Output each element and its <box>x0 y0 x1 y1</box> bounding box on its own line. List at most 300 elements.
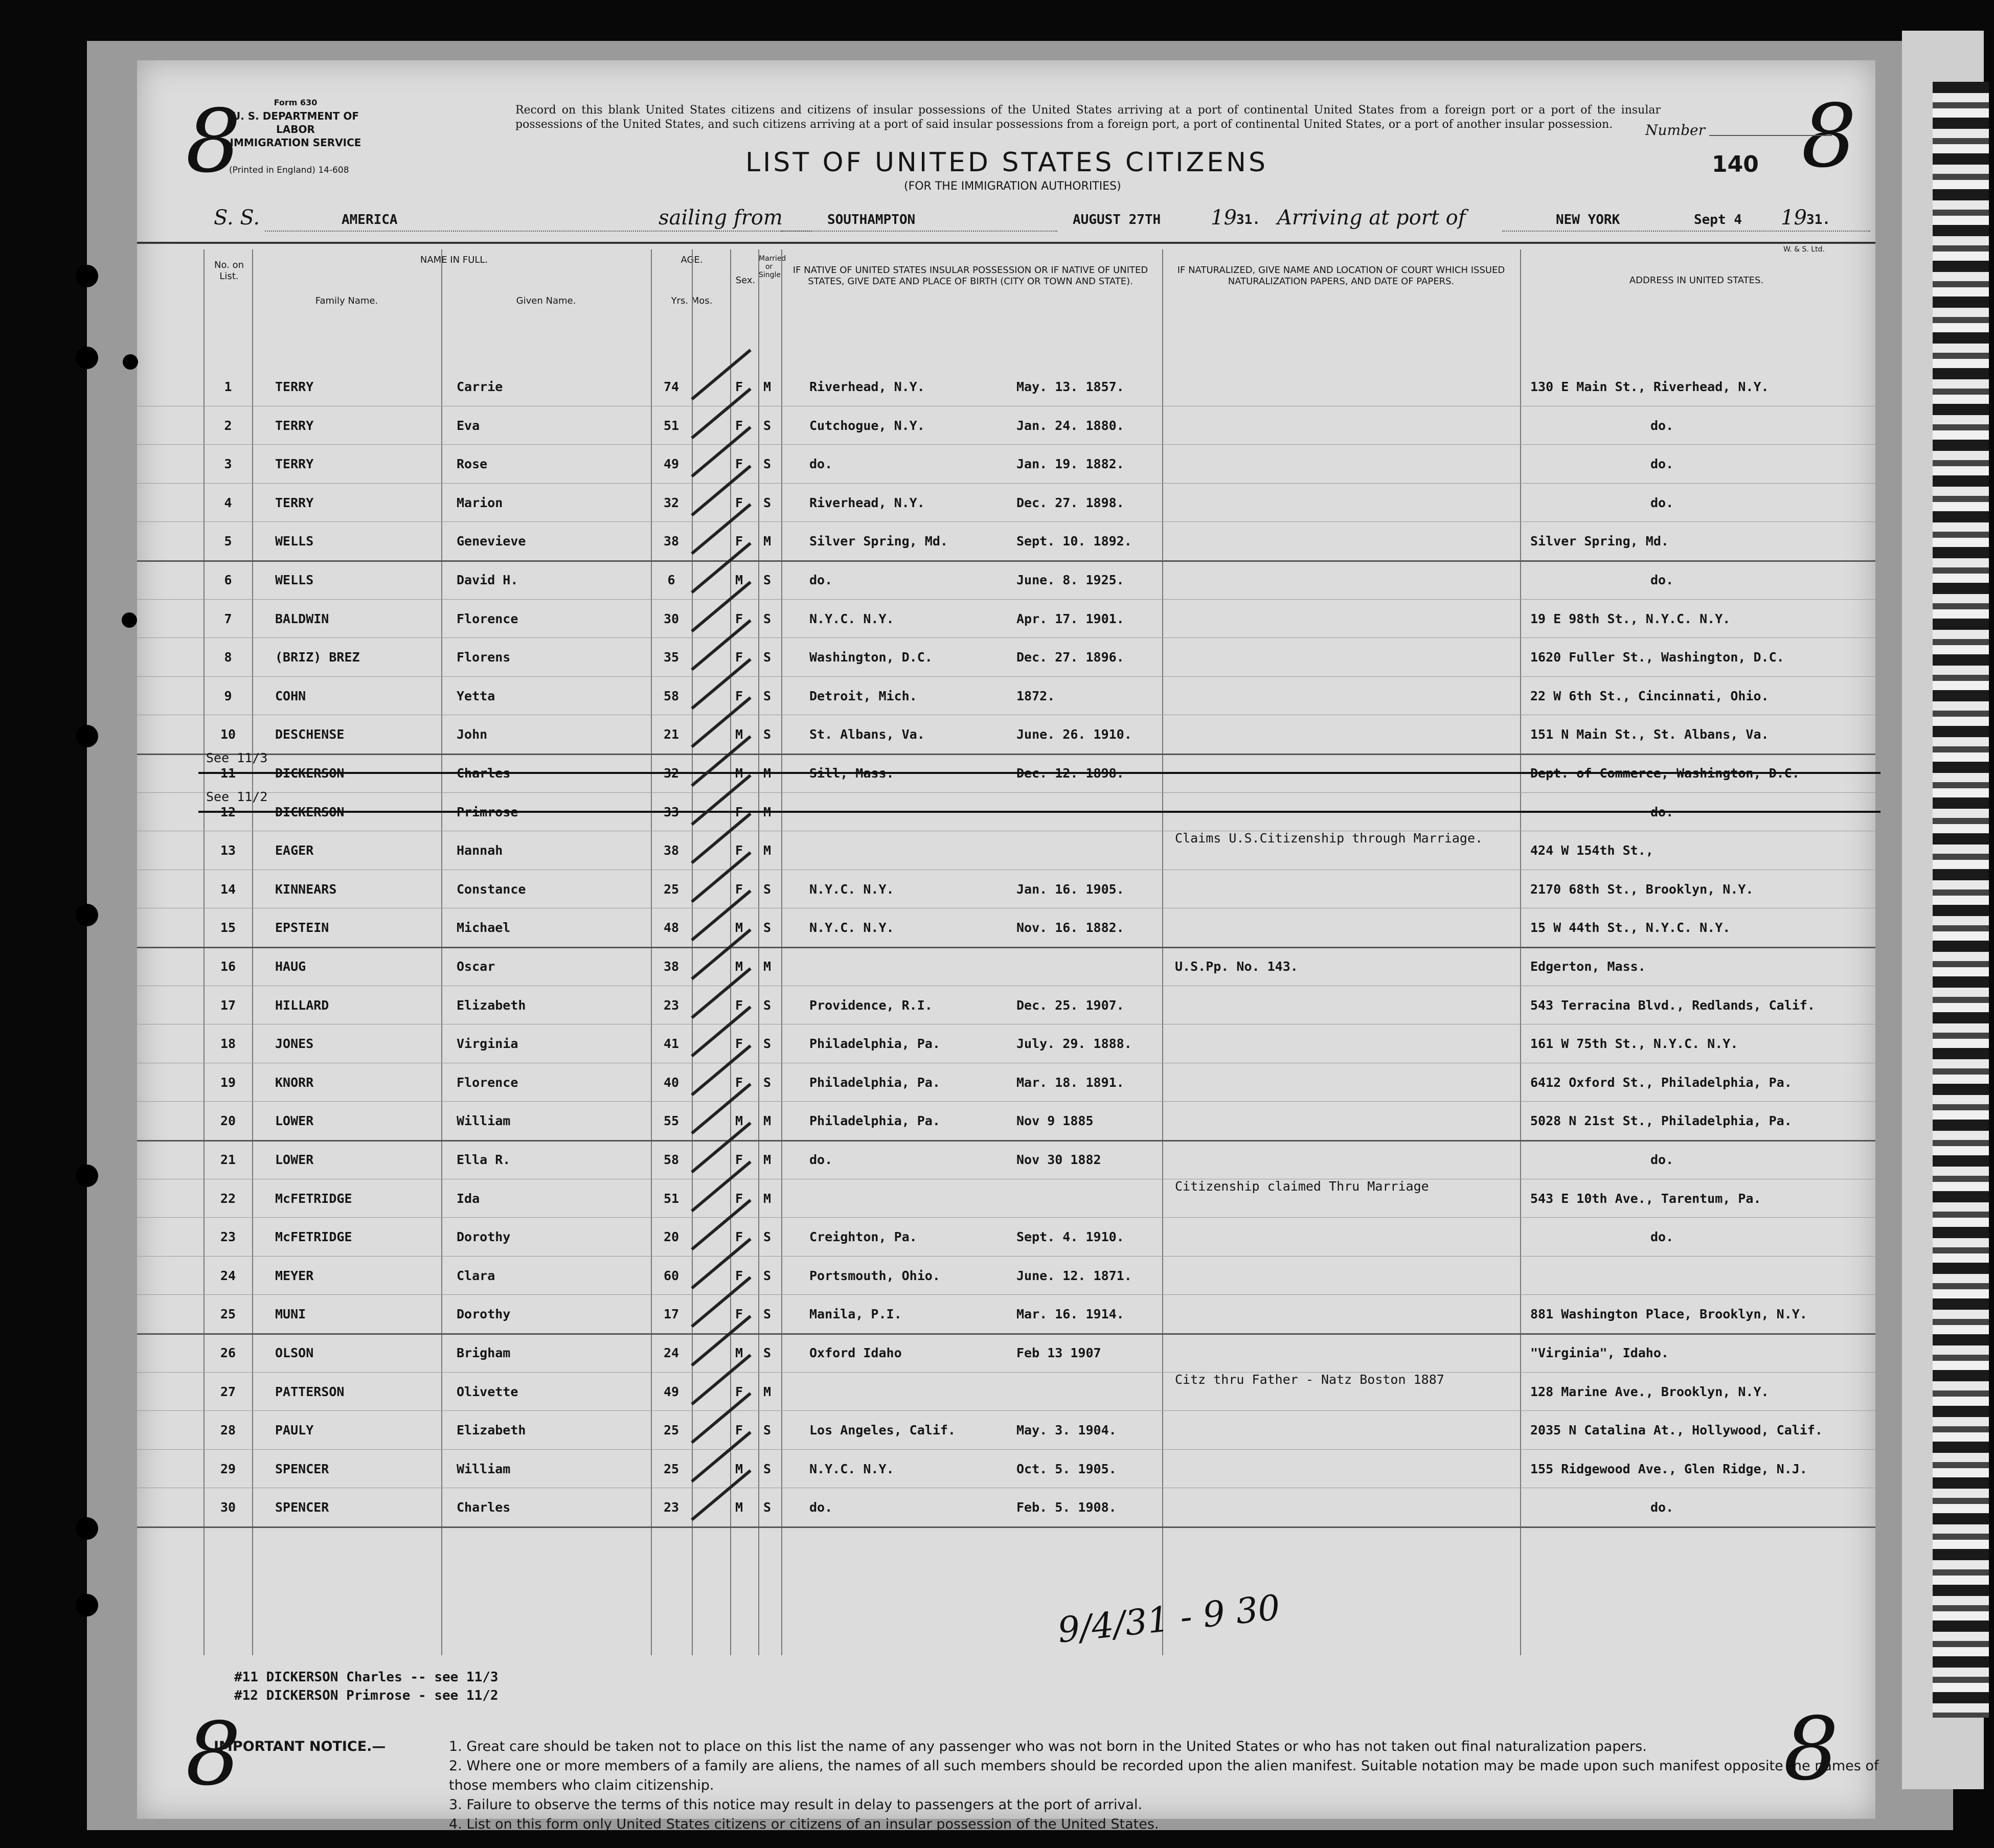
cell-given: Michael <box>457 920 511 936</box>
cell-given: Genevieve <box>457 534 526 549</box>
cell-ms: S <box>763 1307 772 1322</box>
table-top-rule <box>137 242 1875 244</box>
table-row <box>137 1179 1875 1218</box>
table-row <box>137 599 1875 638</box>
cell-date: May. 13. 1857. <box>1016 379 1124 394</box>
cell-no: 29 <box>220 1461 236 1476</box>
cell-addr: 151 N Main St., St. Albans, Va. <box>1530 727 1769 742</box>
cell-sex: M <box>735 766 743 781</box>
cell-age: 23 <box>663 997 679 1013</box>
binding-hole <box>76 1517 98 1540</box>
cell-given: Florens <box>457 650 511 665</box>
cell-place: Manila, P.I. <box>809 1307 902 1322</box>
cell-sex: F <box>735 611 743 626</box>
cell-date: Sept. 10. 1892. <box>1016 534 1132 549</box>
header-family-name: Family Name. <box>315 295 378 306</box>
notice-item: 4. List on this form only United States citizens or citizens of an insular possession of the United States. <box>449 1816 1159 1832</box>
rule <box>781 231 1057 232</box>
footnotes <box>234 1668 498 1705</box>
cell-given: David H. <box>457 573 518 587</box>
cell-ms: S <box>763 1036 772 1052</box>
ss-label: S. S. <box>214 206 260 230</box>
cell-ms: S <box>763 1268 772 1283</box>
cell-ms: M <box>763 1113 772 1129</box>
binding-hole <box>76 904 98 926</box>
cell-family: HAUG <box>275 959 306 974</box>
cell-age: 32 <box>663 766 679 781</box>
cell-ms: S <box>763 650 772 665</box>
cell-given: Rose <box>457 457 488 472</box>
cell-no: 5 <box>224 534 232 549</box>
cell-given: Carrie <box>457 379 503 394</box>
cell-addr: do. <box>1650 573 1674 587</box>
cell-date: Feb 13 1907 <box>1016 1345 1101 1360</box>
cell-ms: S <box>763 881 772 897</box>
cell-age: 58 <box>663 688 679 703</box>
cell-family: WELLS <box>275 573 314 587</box>
cell-sex: F <box>735 1423 743 1438</box>
important-items <box>449 1737 1880 1834</box>
cell-ms: M <box>763 1152 772 1167</box>
cell-place: Providence, R.I. <box>809 997 933 1013</box>
cell-sex: F <box>735 1268 743 1283</box>
header-yrs-mos: Yrs. Mos. <box>671 295 713 306</box>
cell-addr: do. <box>1650 457 1674 472</box>
cell-sex: F <box>735 804 743 819</box>
table-row <box>137 831 1875 870</box>
cell-addr: 2170 68th St., Brooklyn, N.Y. <box>1530 881 1754 897</box>
decorative-edge <box>1933 82 1989 1718</box>
cell-age: 58 <box>663 1152 679 1167</box>
cell-date: Nov 30 1882 <box>1016 1152 1101 1167</box>
cell-no: 27 <box>220 1384 236 1399</box>
cell-nat: Claims U.S.Citizenship through Marriage. <box>1175 831 1483 846</box>
cell-addr: 5028 N 21st St., Philadelphia, Pa. <box>1530 1113 1792 1129</box>
cell-no: 8 <box>224 650 232 665</box>
cell-age: 55 <box>663 1113 679 1129</box>
cell-age: 49 <box>663 1384 679 1399</box>
cell-ms: S <box>763 573 772 587</box>
cell-addr: 22 W 6th St., Cincinnati, Ohio. <box>1530 688 1769 703</box>
number-label: Number <box>1645 122 1705 139</box>
cell-no: 1 <box>224 379 232 394</box>
cell-age: 6 <box>667 573 675 587</box>
form-instructions: Record on this blank United States citizens and citizens of insular possessions of the United States arriving at a port of continental United States from a foreign port or a port of the insular possessions of the United States, and such citizens arriving at a port of said insular possessions from a foreign port, a port of continental United States, or a port of another insular possession. <box>515 104 1661 131</box>
cell-date: Nov 9 1885 <box>1016 1113 1094 1129</box>
cell-ms: M <box>763 843 772 858</box>
table-row <box>137 521 1875 560</box>
cell-age: 21 <box>663 727 679 742</box>
cell-family: SPENCER <box>275 1461 329 1476</box>
cell-no: 28 <box>220 1423 236 1438</box>
cell-addr: "Virginia", Idaho. <box>1530 1345 1669 1360</box>
table-row <box>137 1488 1875 1526</box>
table-row <box>137 1372 1875 1411</box>
cell-place: Philadelphia, Pa. <box>809 1036 940 1052</box>
cell-family: TERRY <box>275 457 314 472</box>
cell-age: 49 <box>663 457 679 472</box>
cell-date: Dec. 27. 1896. <box>1016 650 1124 665</box>
table-row <box>137 750 1875 792</box>
cell-date: June. 8. 1925. <box>1016 573 1124 587</box>
cell-family: JONES <box>275 1036 314 1052</box>
cell-addr: Edgerton, Mass. <box>1530 959 1646 974</box>
row-rule <box>137 1526 1875 1528</box>
cell-place: Philadelphia, Pa. <box>809 1113 940 1129</box>
cell-nat: Citizenship claimed Thru Marriage <box>1175 1178 1429 1194</box>
cell-place: N.Y.C. N.Y. <box>809 611 894 626</box>
cell-family: DICKERSON <box>275 766 345 781</box>
cell-addr: 424 W 154th St., <box>1530 843 1653 858</box>
cell-sex: F <box>735 1152 743 1167</box>
cell-addr: Dept. of Commerce, Washington, D.C. <box>1530 766 1800 781</box>
ship-name: AMERICA <box>342 212 398 227</box>
header-address: ADDRESS IN UNITED STATES. <box>1629 275 1764 286</box>
cell-no: 11 <box>220 766 236 781</box>
list-number: 140 <box>1712 151 1759 177</box>
cell-date: July. 29. 1888. <box>1016 1036 1132 1052</box>
cell-no: 30 <box>220 1500 236 1515</box>
cell-date: Mar. 16. 1914. <box>1016 1307 1124 1322</box>
cell-date: Apr. 17. 1901. <box>1016 611 1124 626</box>
cell-place: St. Albans, Va. <box>809 727 925 742</box>
cell-given: Virginia <box>457 1036 518 1052</box>
cell-addr: 6412 Oxford St., Philadelphia, Pa. <box>1530 1075 1792 1090</box>
cell-date: Mar. 18. 1891. <box>1016 1075 1124 1090</box>
binding-hole <box>76 265 98 287</box>
cell-no: 18 <box>220 1036 236 1052</box>
cell-no: 20 <box>220 1113 236 1129</box>
cell-place: N.Y.C. N.Y. <box>809 881 894 897</box>
cell-family: COHN <box>275 688 306 703</box>
cell-age: 41 <box>663 1036 679 1052</box>
cell-given: Brigham <box>457 1345 511 1360</box>
cell-sex: F <box>735 650 743 665</box>
table-row <box>137 1101 1875 1140</box>
cell-ms: S <box>763 688 772 703</box>
cell-no: 12 <box>220 804 236 819</box>
cell-ms: S <box>763 1423 772 1438</box>
cell-no: 23 <box>220 1229 236 1245</box>
cell-addr: 19 E 98th St., N.Y.C. N.Y. <box>1530 611 1731 626</box>
cell-age: 17 <box>663 1307 679 1322</box>
strike-through-line <box>198 772 1880 774</box>
cell-age: 24 <box>663 1345 679 1360</box>
cell-sex: F <box>735 843 743 858</box>
cell-sex: M <box>735 959 743 974</box>
cell-given: Constance <box>457 881 526 897</box>
cell-date: June. 26. 1910. <box>1016 727 1132 742</box>
cell-sex: F <box>735 1384 743 1399</box>
cell-no: 26 <box>220 1345 236 1360</box>
header-name-in-full: NAME IN FULL. <box>420 255 488 265</box>
cell-given: Florence <box>457 1075 518 1090</box>
cell-ms: S <box>763 1500 772 1515</box>
cell-given: Clara <box>457 1268 495 1283</box>
cell-family: BALDWIN <box>275 611 329 626</box>
cell-sex: F <box>735 379 743 394</box>
cell-addr: do. <box>1650 1229 1674 1245</box>
footnote: #11 DICKERSON Charles -- see 11/3 <box>234 1670 498 1685</box>
cell-date: Jan. 19. 1882. <box>1016 457 1124 472</box>
cell-family: PAULY <box>275 1423 314 1438</box>
cell-given: Olivette <box>457 1384 518 1399</box>
cell-family: (BRIZ) BREZ <box>275 650 360 665</box>
service: IMMIGRATION SERVICE <box>230 136 361 149</box>
row-note: See 11/3 <box>206 750 268 765</box>
cell-family: TERRY <box>275 418 314 433</box>
cell-place: Creighton, Pa. <box>809 1229 917 1245</box>
table-row <box>137 1449 1875 1488</box>
cell-family: EPSTEIN <box>275 920 329 936</box>
cell-ms: S <box>763 1229 772 1245</box>
cell-given: Ida <box>457 1191 480 1206</box>
cell-family: KINNEARS <box>275 881 337 897</box>
cell-no: 15 <box>220 920 236 936</box>
cell-no: 19 <box>220 1075 236 1090</box>
cell-place: Cutchogue, N.Y. <box>809 418 925 433</box>
sailing-label: sailing from <box>659 206 783 230</box>
cell-given: John <box>457 727 488 742</box>
cell-no: 3 <box>224 457 232 472</box>
arrival-date: Sept 4 <box>1694 212 1742 227</box>
cell-addr: 155 Ridgewood Ave., Glen Ridge, N.J. <box>1530 1461 1807 1476</box>
cell-ms: S <box>763 611 772 626</box>
cell-sex: F <box>735 688 743 703</box>
binding-hole <box>76 347 98 369</box>
header-given-name: Given Name. <box>516 295 576 306</box>
cell-family: DICKERSON <box>275 804 345 819</box>
cell-ms: S <box>763 418 772 433</box>
cell-sex: F <box>735 495 743 510</box>
cell-age: 51 <box>663 418 679 433</box>
cell-family: TERRY <box>275 379 314 394</box>
cell-given: Dorothy <box>457 1229 511 1245</box>
number-line <box>1709 135 1832 136</box>
cell-family: McFETRIDGE <box>275 1229 352 1245</box>
cell-addr: 15 W 44th St., N.Y.C. N.Y. <box>1530 920 1731 936</box>
cell-sex: M <box>735 1500 743 1515</box>
cell-addr: Silver Spring, Md. <box>1530 534 1669 549</box>
cell-age: 25 <box>663 881 679 897</box>
cell-family: TERRY <box>275 495 314 510</box>
cell-family: DESCHENSE <box>275 727 345 742</box>
page-mark-top-left: 8 <box>186 91 241 192</box>
notice-item: 3. Failure to observe the terms of this notice may result in delay to passengers at the port of arrival. <box>449 1797 1143 1813</box>
cell-given: Oscar <box>457 959 495 974</box>
form-subtitle: (FOR THE IMMIGRATION AUTHORITIES) <box>904 180 1121 193</box>
table-row <box>137 908 1875 947</box>
cell-place: Los Angeles, Calif. <box>809 1423 956 1438</box>
year-prefix: 19 <box>1781 206 1807 230</box>
cell-given: Hannah <box>457 843 503 858</box>
cell-ms: S <box>763 495 772 510</box>
cell-given: Elizabeth <box>457 1423 526 1438</box>
header-age: AGE. <box>681 255 703 265</box>
cell-addr: 130 E Main St., Riverhead, N.Y. <box>1530 379 1769 394</box>
cell-place: do. <box>809 1152 833 1167</box>
cell-family: PATTERSON <box>275 1384 345 1399</box>
table-row <box>137 789 1875 831</box>
cell-no: 24 <box>220 1268 236 1283</box>
table-row <box>137 1024 1875 1063</box>
cell-place: Silver Spring, Md. <box>809 534 948 549</box>
cell-sex: F <box>735 534 743 549</box>
cell-given: Charles <box>457 1500 511 1515</box>
cell-date: Dec. 25. 1907. <box>1016 997 1124 1013</box>
table-row <box>137 1410 1875 1449</box>
cell-age: 32 <box>663 495 679 510</box>
departure-port: SOUTHAMPTON <box>827 212 916 227</box>
cell-family: MEYER <box>275 1268 314 1283</box>
cell-family: LOWER <box>275 1113 314 1129</box>
cell-age: 38 <box>663 534 679 549</box>
cell-given: Yetta <box>457 688 495 703</box>
cell-ms: S <box>763 457 772 472</box>
table-row <box>137 1217 1875 1256</box>
table-row <box>137 406 1875 445</box>
cell-family: LOWER <box>275 1152 314 1167</box>
cell-ms: M <box>763 379 772 394</box>
cell-date: 1872. <box>1016 688 1055 703</box>
cell-addr: 161 W 75th St., N.Y.C. N.Y. <box>1530 1036 1738 1052</box>
cell-age: 60 <box>663 1268 679 1283</box>
cell-no: 17 <box>220 997 236 1013</box>
cell-no: 4 <box>224 495 232 510</box>
cell-no: 2 <box>224 418 232 433</box>
table-row <box>137 637 1875 676</box>
cell-age: 38 <box>663 959 679 974</box>
arriving-label: Arriving at port of <box>1277 206 1466 230</box>
table-row <box>137 483 1875 522</box>
cell-no: 16 <box>220 959 236 974</box>
important-label: IMPORTANT NOTICE.— <box>214 1739 386 1754</box>
cell-place: N.Y.C. N.Y. <box>809 1461 894 1476</box>
cell-no: 6 <box>224 573 232 587</box>
cell-addr: 881 Washington Place, Brooklyn, N.Y. <box>1530 1307 1807 1322</box>
cell-family: OLSON <box>275 1345 314 1360</box>
table-row <box>137 444 1875 483</box>
cell-ms: M <box>763 804 772 819</box>
rule <box>1502 231 1870 232</box>
voyage-line <box>214 206 1901 237</box>
header-sex: Sex. <box>735 275 756 286</box>
cell-addr: 543 E 10th Ave., Tarentum, Pa. <box>1530 1191 1761 1206</box>
cell-age: 51 <box>663 1191 679 1206</box>
cell-sex: M <box>735 727 743 742</box>
cell-no: 10 <box>220 727 236 742</box>
cell-addr: do. <box>1650 1152 1674 1167</box>
cell-sex: F <box>735 881 743 897</box>
cell-no: 7 <box>224 611 232 626</box>
table-row <box>137 367 1875 406</box>
binding-hole <box>76 1165 98 1187</box>
cell-family: HILLARD <box>275 997 329 1013</box>
cell-age: 33 <box>663 804 679 819</box>
cell-place: Riverhead, N.Y. <box>809 379 925 394</box>
page-mark-bottom-right: 8 <box>1783 1699 1839 1800</box>
cell-sex: M <box>735 920 743 936</box>
cell-no: 13 <box>220 843 236 858</box>
cell-place: Portsmouth, Ohio. <box>809 1268 940 1283</box>
cell-sex: F <box>735 1075 743 1090</box>
cell-nat: Citz thru Father - Natz Boston 1887 <box>1175 1372 1444 1387</box>
cell-place: do. <box>809 1500 833 1515</box>
cell-nat: U.S.Pp. No. 143. <box>1175 959 1298 974</box>
cell-date: Dec. 27. 1898. <box>1016 495 1124 510</box>
cell-age: 20 <box>663 1229 679 1245</box>
cell-addr: 2035 N Catalina At., Hollywood, Calif. <box>1530 1423 1823 1438</box>
cell-no: 9 <box>224 688 232 703</box>
cell-addr: do. <box>1650 418 1674 433</box>
cell-family: EAGER <box>275 843 314 858</box>
form-title: LIST OF UNITED STATES CITIZENS <box>745 147 1268 178</box>
cell-date: June. 12. 1871. <box>1016 1268 1132 1283</box>
cell-place: Detroit, Mich. <box>809 688 917 703</box>
table-row <box>137 1063 1875 1102</box>
binding-hole <box>76 1594 98 1616</box>
header-naturalized: IF NATURALIZED, GIVE NAME AND LOCATION OF COURT WHICH ISSUED NATURALIZATION PAPERS, AND DATE OF PAPERS. <box>1177 265 1505 287</box>
header-married-single: Married or Single. <box>759 255 786 279</box>
cell-given: Primrose <box>457 804 518 819</box>
cell-place: do. <box>809 573 833 587</box>
departure-date: AUGUST 27TH <box>1073 212 1161 227</box>
cell-place: Washington, D.C. <box>809 650 933 665</box>
inspector-signature: 9/4/31 - 9 30 <box>1056 1587 1282 1651</box>
form-header-block <box>229 96 362 177</box>
notice-item: 1. Great care should be taken not to place on this list the name of any passenger who was not born in the United States or who has not taken out final naturalization papers. <box>449 1739 1647 1754</box>
cell-addr: 1620 Fuller St., Washington, D.C. <box>1530 650 1784 665</box>
cell-sex: M <box>735 573 743 587</box>
header-birth: IF NATIVE OF UNITED STATES INSULAR POSSESSION OR IF NATIVE OF UNITED STATES, GIVE DATE AND PLACE OF BIRTH (CITY OR TOWN AND STATE). <box>792 265 1148 287</box>
cell-place: do. <box>809 457 833 472</box>
table-row <box>137 560 1875 599</box>
cell-ms: M <box>763 959 772 974</box>
cell-sex: F <box>735 1229 743 1245</box>
cell-family: McFETRIDGE <box>275 1191 352 1206</box>
cell-addr: do. <box>1650 1500 1674 1515</box>
cell-given: Dorothy <box>457 1307 511 1322</box>
cell-family: KNORR <box>275 1075 314 1090</box>
cell-date: May. 3. 1904. <box>1016 1423 1117 1438</box>
rule <box>265 231 812 232</box>
cell-family: SPENCER <box>275 1500 329 1515</box>
row-note: See 11/2 <box>206 789 268 804</box>
year-prefix: 19 <box>1211 206 1237 230</box>
cell-family: WELLS <box>275 534 314 549</box>
departure-year: 31. <box>1236 212 1260 227</box>
cell-place: Sill, Mass. <box>809 766 894 781</box>
binding-hole <box>122 612 137 628</box>
cell-date: Jan. 16. 1905. <box>1016 881 1124 897</box>
cell-given: William <box>457 1461 511 1476</box>
cell-addr: 128 Marine Ave., Brooklyn, N.Y. <box>1530 1384 1769 1399</box>
cell-addr: 543 Terracina Blvd., Redlands, Calif. <box>1530 997 1815 1013</box>
cell-date: Jan. 24. 1880. <box>1016 418 1124 433</box>
cell-no: 22 <box>220 1191 236 1206</box>
table-row <box>137 947 1875 986</box>
cell-date: Feb. 5. 1908. <box>1016 1500 1117 1515</box>
cell-age: 35 <box>663 650 679 665</box>
cell-ms: S <box>763 1461 772 1476</box>
cell-addr: do. <box>1650 495 1674 510</box>
cell-sex: M <box>735 1113 743 1129</box>
cell-age: 25 <box>663 1461 679 1476</box>
cell-age: 30 <box>663 611 679 626</box>
department: U. S. DEPARTMENT OF LABOR <box>232 110 359 135</box>
cell-sex: F <box>735 997 743 1013</box>
cell-given: Elizabeth <box>457 997 526 1013</box>
